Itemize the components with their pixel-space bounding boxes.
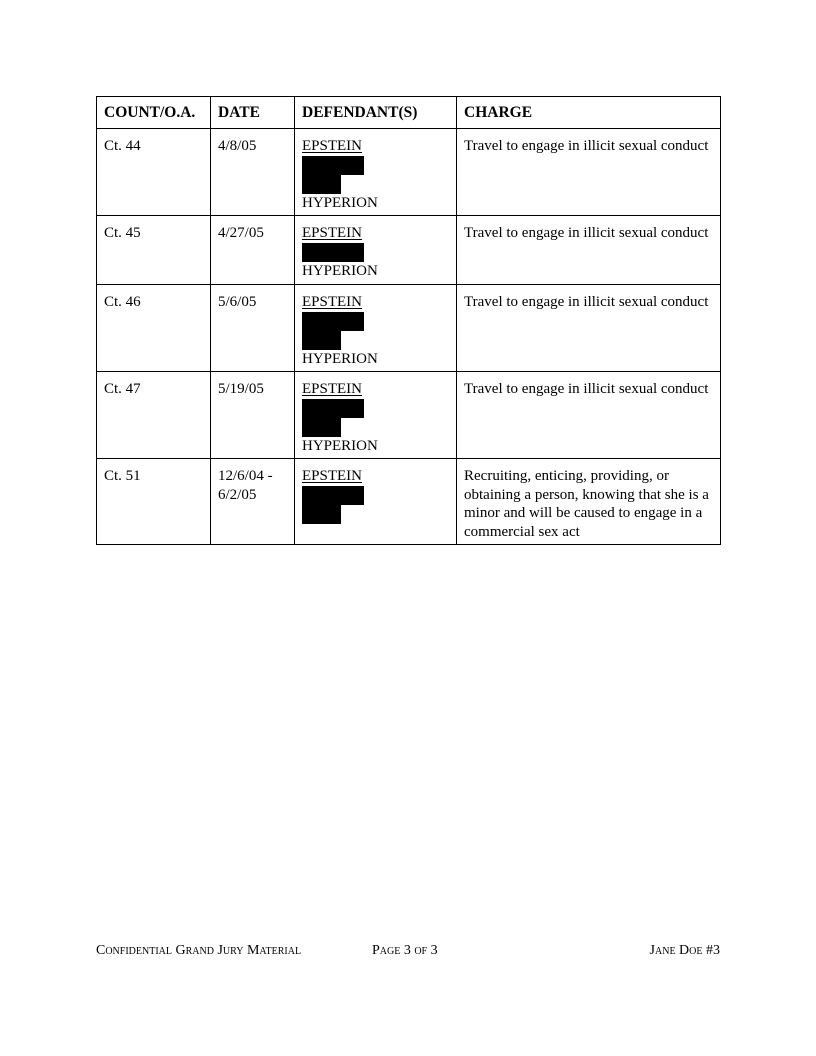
redaction-bar (302, 418, 341, 437)
redaction-bar (302, 505, 341, 524)
defendant-secondary: HYPERION (302, 437, 378, 454)
defendants-cell (295, 459, 457, 545)
redaction-bar (302, 156, 364, 175)
header-date: DATE (211, 97, 295, 129)
count-cell: Ct. 45 (97, 216, 211, 285)
footer-case-label: Jane Doe #3 (649, 943, 720, 958)
count-cell: Ct. 44 (97, 129, 211, 216)
defendant-primary: EPSTEIN (302, 381, 362, 397)
header-defendants: DEFENDANT(S) (295, 97, 457, 129)
date-cell: 5/6/05 (211, 285, 295, 372)
redaction-block (302, 312, 364, 350)
defendant-primary: EPSTEIN (302, 225, 362, 241)
date-cell: 5/19/05 (211, 372, 295, 459)
count-cell: Ct. 46 (97, 285, 211, 372)
defendants-cell (295, 372, 457, 459)
redaction-bar (302, 312, 364, 331)
footer-page-number: Page 3 of 3 (372, 943, 438, 958)
charge-cell: Travel to engage in illicit sexual conduct (457, 216, 721, 285)
redaction-bar (302, 243, 364, 262)
defendant-primary: EPSTEIN (302, 294, 362, 310)
date-cell: 4/27/05 (211, 216, 295, 285)
date-cell: 4/8/05 (211, 129, 295, 216)
redaction-bar (302, 486, 364, 505)
redaction-bar (302, 175, 341, 194)
table-row (97, 372, 721, 459)
charge-cell: Travel to engage in illicit sexual conduct (457, 285, 721, 372)
redaction-block (302, 486, 364, 524)
redaction-block (302, 399, 364, 437)
redaction-block (302, 243, 364, 262)
table-row (97, 285, 721, 372)
defendant-secondary: HYPERION (302, 194, 378, 211)
redaction-block (302, 156, 364, 194)
header-charge: CHARGE (457, 97, 721, 129)
count-cell: Ct. 47 (97, 372, 211, 459)
date-cell: 12/6/04 - 6/2/05 (211, 459, 295, 545)
charge-cell: Travel to engage in illicit sexual conduct (457, 129, 721, 216)
page-footer (96, 943, 720, 963)
table-row (97, 129, 721, 216)
charge-cell: Recruiting, enticing, providing, or obtaining a person, knowing that she is a minor and will be caused to engage in a commercial sex act (457, 459, 721, 545)
redaction-bar (302, 399, 364, 418)
count-cell: Ct. 51 (97, 459, 211, 545)
table-header-row (97, 97, 721, 129)
defendants-cell (295, 285, 457, 372)
defendant-primary: EPSTEIN (302, 138, 362, 154)
defendant-secondary: HYPERION (302, 262, 378, 279)
header-count: COUNT/O.A. (97, 97, 211, 129)
charge-cell: Travel to engage in illicit sexual conduct (457, 372, 721, 459)
defendant-secondary: HYPERION (302, 350, 378, 367)
table-row (97, 216, 721, 285)
defendants-cell (295, 216, 457, 285)
defendant-primary: EPSTEIN (302, 468, 362, 484)
charges-table (96, 96, 721, 545)
table-row (97, 459, 721, 545)
defendants-cell (295, 129, 457, 216)
redaction-bar (302, 331, 341, 350)
footer-confidential-label: Confidential Grand Jury Material (96, 943, 302, 958)
